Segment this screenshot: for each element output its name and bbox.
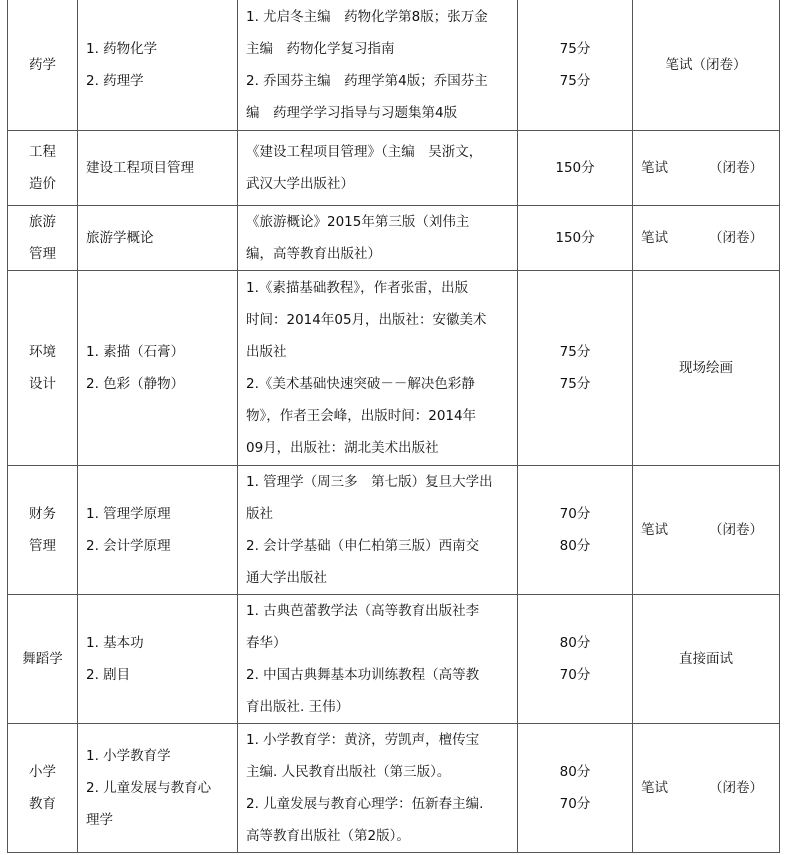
book-cell-line: 编 药理学学习指导与习题集第4版 (246, 105, 458, 121)
major-cell-line: 环境 (29, 344, 56, 360)
book-cell-line: 09月，出版社：湖北美术出版社 (246, 440, 439, 456)
exam-mode-text: 笔试 (641, 522, 668, 538)
table-row (8, 131, 780, 206)
major-cell-line: 管理 (29, 246, 56, 262)
score-cell (518, 0, 633, 131)
score-cell-line: 70分 (559, 667, 591, 683)
book-cell-line: 2. 会计学基础（申仁柏第三版）西南交 (246, 538, 480, 554)
exam-mode-cell (633, 0, 780, 131)
book-cell-line: 1. 尤启冬主编 药物化学第8版；张万金 (246, 9, 488, 25)
exam-mode-text: 现场绘画 (679, 360, 733, 376)
exam-mode-text: 笔试 (641, 780, 668, 796)
major-cell-line: 管理 (29, 538, 56, 554)
score-cell-line: 75分 (559, 344, 591, 360)
book-cell (238, 206, 518, 271)
book-cell-line: 1. 小学教育学：黄济，劳凯声，檀传宝 (246, 732, 480, 748)
exam-mode-text: 笔试（闭卷） (665, 57, 747, 73)
exam-mode-cell (633, 595, 780, 724)
major-cell-line: 药学 (29, 57, 56, 73)
exam-mode-text: （闭卷） (709, 780, 763, 796)
book-cell-line: 1. 古典芭蕾教学法（高等教育出版社李 (246, 603, 480, 619)
book-cell-line: 2. 儿童发展与教育心理学：伍新春主编. (246, 796, 484, 812)
book-cell-line: 育出版社. 王伟） (246, 699, 350, 715)
major-cell (8, 206, 78, 271)
exam-mode-cell (633, 724, 780, 853)
book-cell-line: 主编. 人民教育出版社（第三版）。 (246, 764, 451, 780)
book-cell-line: 1. 管理学（周三多 第七版）复旦大学出 (246, 474, 493, 490)
major-cell (8, 0, 78, 131)
table-row (8, 595, 780, 724)
exam-mode-cell (633, 131, 780, 206)
table-row (8, 0, 780, 131)
subject-cell-line: 1. 小学教育学 (86, 748, 171, 764)
book-cell-line: 版社 (246, 506, 273, 522)
subject-cell-line: 理学 (86, 812, 113, 828)
score-cell-line: 70分 (559, 506, 591, 522)
book-cell-line: 编，高等教育出版社） (246, 246, 381, 262)
major-cell-line: 小学 (29, 764, 56, 780)
book-cell-line: 2.《美术基础快速突破－－解决色彩静 (246, 376, 475, 392)
book-cell (238, 271, 518, 466)
exam-mode-text: （闭卷） (709, 522, 763, 538)
subject-cell-line: 2. 色彩（静物） (86, 376, 185, 392)
table-row (8, 206, 780, 271)
score-cell-line: 75分 (559, 73, 591, 89)
subject-cell (78, 131, 238, 206)
score-cell (518, 131, 633, 206)
exam-mode-text: 直接面试 (679, 651, 733, 667)
score-cell (518, 466, 633, 595)
book-cell (238, 0, 518, 131)
book-cell-line: 高等教育出版社（第2版）。 (246, 828, 410, 844)
book-cell-line: 2. 乔国芬主编 药理学第4版；乔国芬主 (246, 73, 488, 89)
table-row (8, 724, 780, 853)
score-cell-line: 70分 (559, 796, 591, 812)
major-cell-line: 设计 (29, 376, 56, 392)
major-cell-line: 造价 (29, 176, 56, 192)
major-cell-line: 财务 (29, 506, 56, 522)
book-cell-line: 《旅游概论》2015年第三版（刘伟主 (246, 214, 470, 230)
subject-cell-line: 1. 药物化学 (86, 41, 158, 57)
book-cell-line: 武汉大学出版社） (246, 176, 354, 192)
score-cell-line: 150分 (555, 230, 595, 246)
subject-cell-line: 1. 素描（石膏） (86, 344, 185, 360)
score-cell (518, 206, 633, 271)
subject-cell-line: 旅游学概论 (86, 230, 154, 246)
score-cell (518, 595, 633, 724)
exam-mode-text: （闭卷） (709, 230, 763, 246)
subject-cell-line: 1. 基本功 (86, 635, 144, 651)
exam-mode-cell (633, 466, 780, 595)
subject-cell-line: 2. 会计学原理 (86, 538, 171, 554)
major-cell (8, 271, 78, 466)
book-cell-line: 春华） (246, 635, 287, 651)
major-cell (8, 724, 78, 853)
table-row (8, 466, 780, 595)
book-cell-line: 2. 中国古典舞基本功训练教程（高等教 (246, 667, 480, 683)
major-cell (8, 131, 78, 206)
major-cell-line: 旅游 (29, 214, 56, 230)
major-cell (8, 466, 78, 595)
exam-mode-cell (633, 271, 780, 466)
exam-mode-cell (633, 206, 780, 271)
book-cell (238, 595, 518, 724)
book-cell-line: 出版社 (246, 344, 287, 360)
book-cell-line: 1.《素描基础教程》，作者张雷，出版 (246, 280, 469, 296)
score-cell-line: 80分 (559, 538, 591, 554)
subject-cell-line: 1. 管理学原理 (86, 506, 171, 522)
book-cell-line: 时间：2014年05月，出版社：安徽美术 (246, 312, 487, 328)
major-cell-line: 教育 (29, 796, 56, 812)
book-cell-line: 物》，作者王会峰，出版时间：2014年 (246, 408, 477, 424)
book-cell (238, 724, 518, 853)
subject-cell-line: 2. 儿童发展与教育心 (86, 780, 212, 796)
score-cell-line: 75分 (559, 41, 591, 57)
subject-cell (78, 271, 238, 466)
exam-subjects-table (7, 0, 780, 853)
book-cell (238, 466, 518, 595)
major-cell (8, 595, 78, 724)
score-cell (518, 724, 633, 853)
subject-cell (78, 595, 238, 724)
exam-mode-text: 笔试 (641, 160, 668, 176)
subject-cell-line: 2. 剧目 (86, 667, 131, 683)
subject-cell-line: 建设工程项目管理 (86, 160, 194, 176)
book-cell-line: 通大学出版社 (246, 570, 327, 586)
score-cell (518, 271, 633, 466)
subject-cell-line: 2. 药理学 (86, 73, 144, 89)
subject-cell (78, 0, 238, 131)
book-cell-line: 《建设工程项目管理》（主编 吴浙文， (246, 144, 483, 160)
exam-mode-text: 笔试 (641, 230, 668, 246)
book-cell (238, 131, 518, 206)
major-cell-line: 工程 (29, 144, 56, 160)
exam-mode-text: （闭卷） (709, 160, 763, 176)
score-cell-line: 75分 (559, 376, 591, 392)
table-row (8, 271, 780, 466)
score-cell-line: 150分 (555, 160, 595, 176)
score-cell-line: 80分 (559, 635, 591, 651)
subject-cell (78, 724, 238, 853)
subject-cell (78, 206, 238, 271)
major-cell-line: 舞蹈学 (22, 651, 63, 667)
book-cell-line: 主编 药物化学复习指南 (246, 41, 395, 57)
subject-cell (78, 466, 238, 595)
score-cell-line: 80分 (559, 764, 591, 780)
